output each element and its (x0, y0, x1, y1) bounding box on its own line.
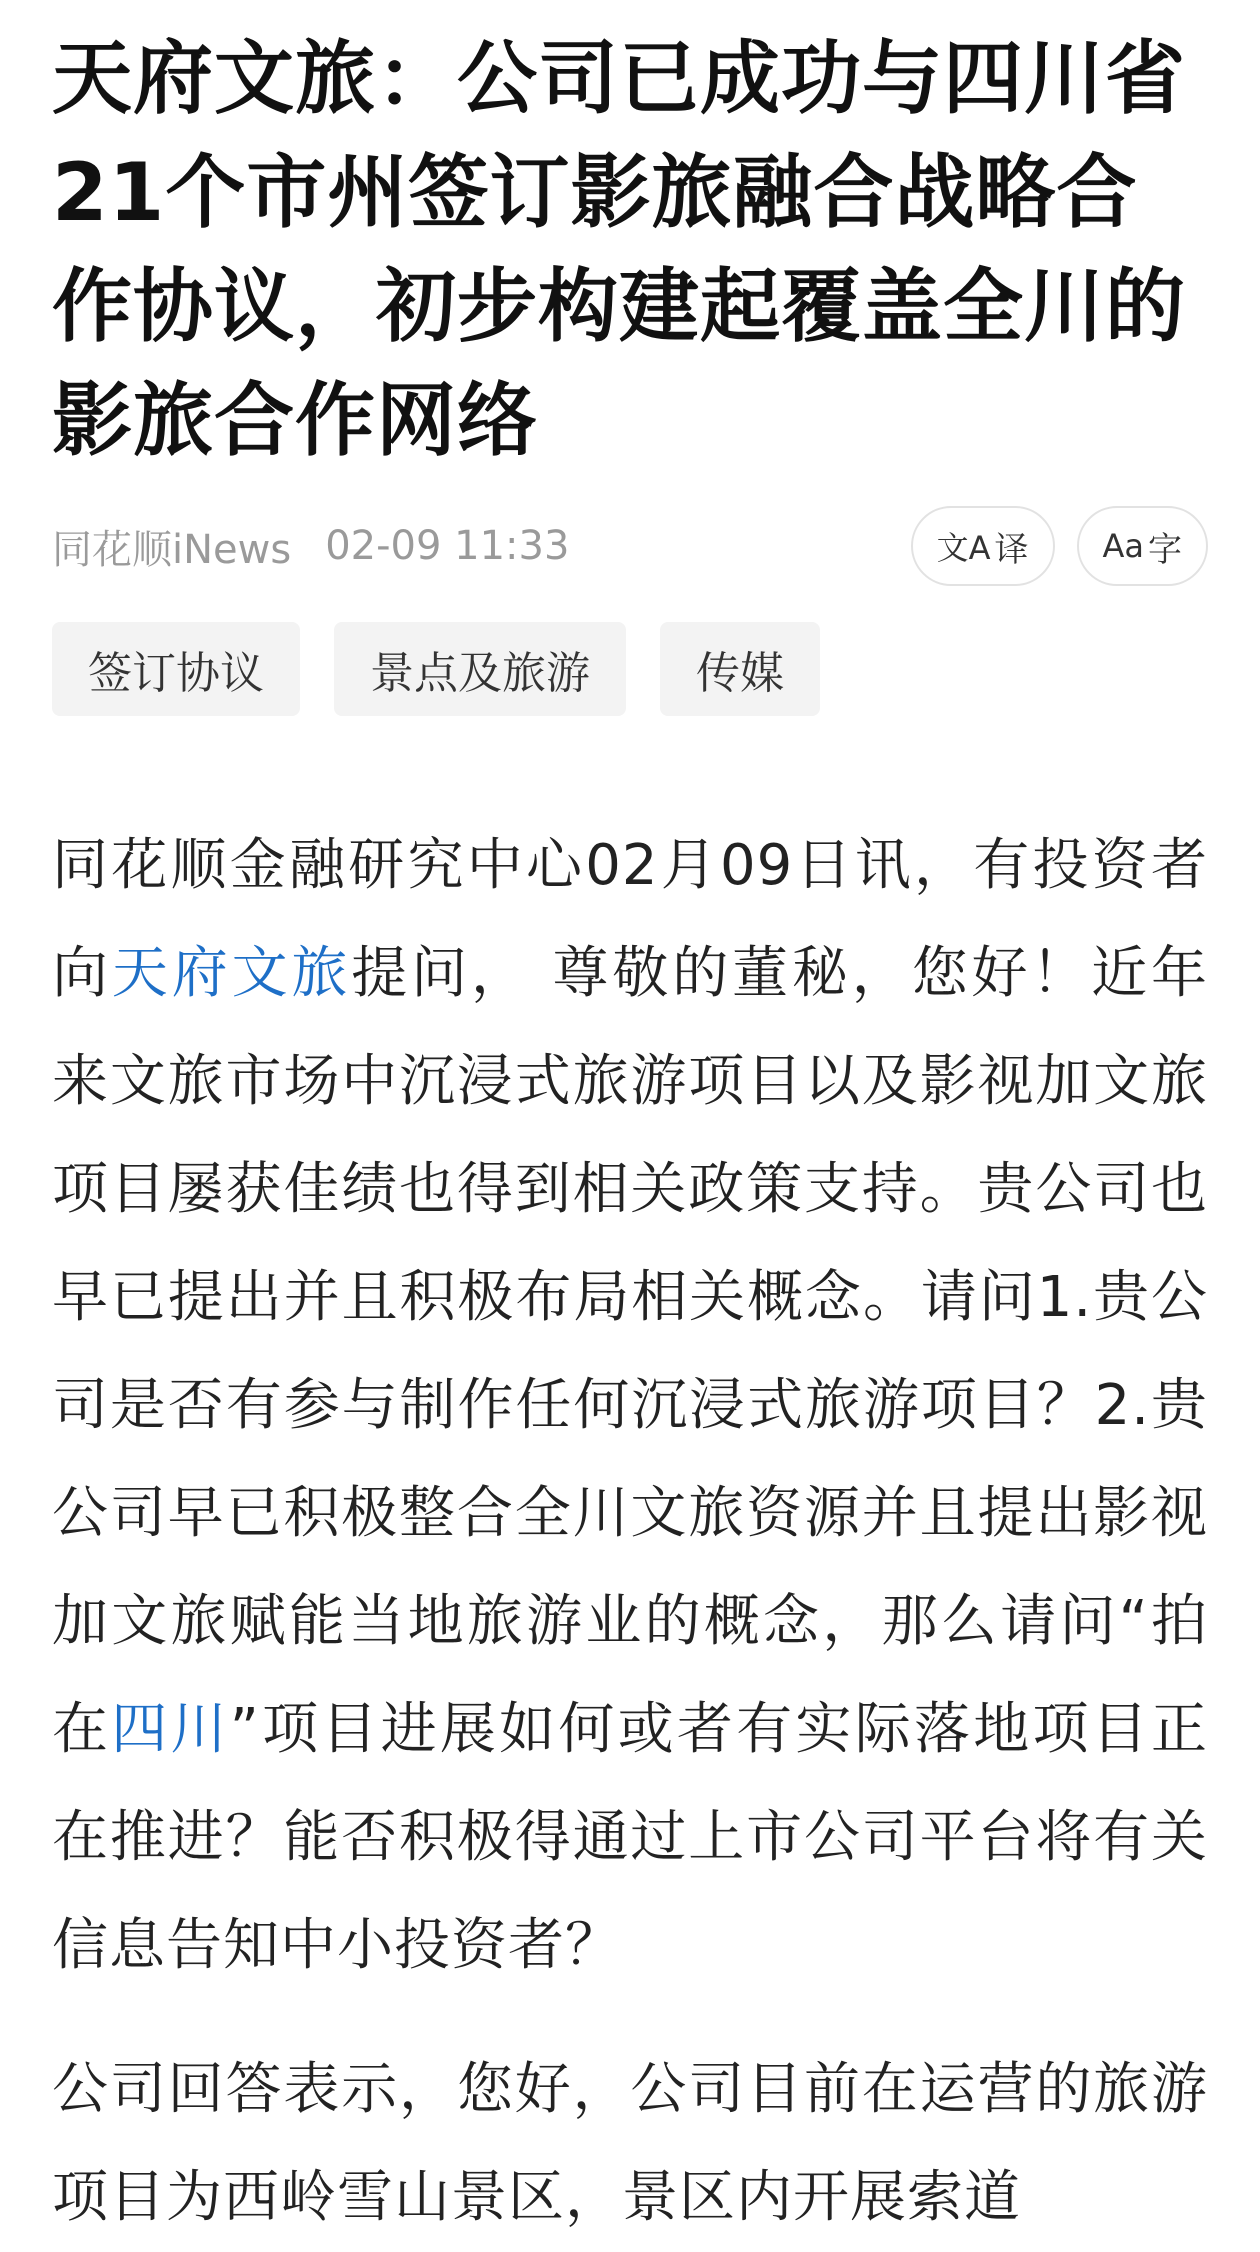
translate-icon: 文A (936, 529, 991, 567)
tag-sign-agreement[interactable]: 签订协议 (52, 622, 300, 716)
paragraph-answer: 公司回答表示，您好，公司目前在运营的旅游项目为西岭雪山景区，景区内开展索道 (52, 2057, 1208, 2230)
paragraph-text: 提问， 尊敬的董秘，您好！近年来文旅市场中沉浸式旅游项目以及影视加文旅项目屡获佳绩也得到相关政策支持。贵公司也早已提出并且积极布局相关概念。请问1.贵公司是否有参与制作任何沉浸式旅游项目？2.贵公司早已积极整合全川文旅资源并且提出影视加文旅赋能当地旅游业的概念，那么请问“拍在 (52, 941, 1209, 1762)
translate-label: 译 (994, 529, 1029, 570)
font-size-label: 字 (1148, 529, 1182, 570)
translate-button[interactable] (911, 506, 1055, 586)
paragraph-text: ”项目进展如何或者有实际落地项目正在推进？能否积极得通过上市公司平台将有关信息告知中小投资者？ (52, 1697, 1209, 1978)
stock-link-tianfu[interactable]: 天府文旅 (111, 941, 352, 1006)
paragraph-text: 同花顺金融研究中心02月09日讯，有投资者向 (52, 833, 1208, 1006)
tag-scenic-tourism[interactable]: 景点及旅游 (334, 622, 626, 716)
font-size-icon: Aa (1102, 527, 1144, 565)
tag-list (52, 622, 1208, 716)
article-time: 02-09 11:33 (325, 523, 570, 569)
tag-media[interactable]: 传媒 (660, 622, 820, 716)
meta-info (52, 518, 569, 575)
paragraph-question (52, 812, 1208, 2000)
article-body (52, 812, 1208, 2252)
article-meta (52, 506, 1208, 586)
meta-actions (911, 506, 1208, 586)
article-source[interactable]: 同花顺iNews (52, 526, 292, 573)
font-size-button[interactable] (1077, 506, 1209, 586)
article-title: 天府文旅：公司已成功与四川省21个市州签订影旅融合战略合作协议，初步构建起覆盖全川的影旅合作网络 (52, 32, 1186, 467)
stock-link-sichuan[interactable]: 四川 (111, 1697, 230, 1762)
